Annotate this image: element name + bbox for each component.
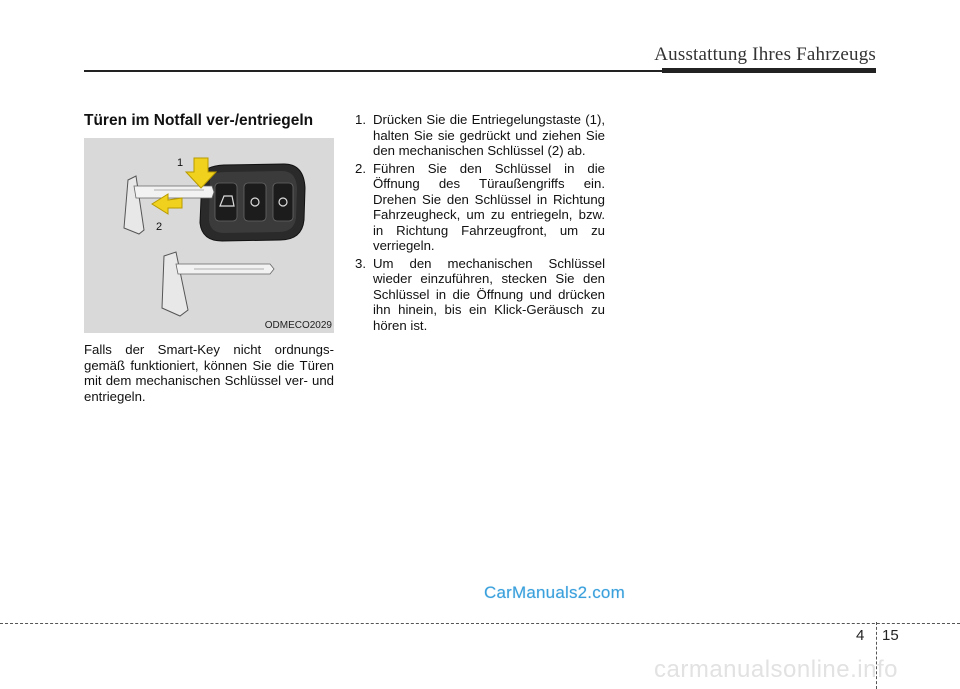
step-text: Drücken Sie die Entriegelungstaste (1), halten Sie sie gedrückt und ziehen Sie den mechanischen Schlüssel (2) ab. (373, 112, 605, 158)
header-rule-accent (662, 68, 876, 73)
step-number: 1. (355, 112, 366, 127)
step-text: Um den mechanischen Schlüssel wieder einzuführen, stecken Sie den Schlüssel in die Öffnung und drücken ihn hinein, bis ein Klick-Geräusch zu hören ist. (373, 255, 605, 333)
fob-button-unlock (244, 183, 266, 221)
site-watermark: carmanualsonline.info (654, 656, 898, 683)
figure-label-1: 1 (177, 157, 184, 169)
page-number: 15 (882, 627, 899, 644)
fob-button-lock (273, 183, 293, 221)
section-title: Türen im Notfall ver-/entriegeln (84, 112, 314, 129)
instruction-steps (355, 112, 605, 335)
step-number: 2. (355, 160, 366, 176)
figure-label-2: 2 (156, 221, 163, 233)
intro-paragraph: Falls der Smart-Key nicht ordnungs- gemäß funktioniert, können Sie die Türen mit dem mechanischen Schlüssel ver- und entriegeln. (84, 342, 334, 404)
step-text: Führen Sie den Schlüssel in die Öffnung des Türaußengriffs ein. Drehen Sie den Schlüssel in Richtung Fahrzeugheck, um zu entriegeln, bzw. in Richtung Fahrzeugfront, um zu verriegeln. (373, 160, 605, 253)
smart-key-figure (84, 138, 334, 333)
mechanical-key-lower (162, 252, 188, 316)
step-number: 3. (355, 255, 366, 271)
smart-key-illustration (84, 138, 334, 333)
carmanuals-watermark: CarManuals2.com (484, 583, 625, 602)
mechanical-key-upper (124, 176, 144, 234)
list-item (355, 161, 605, 254)
list-item (355, 256, 605, 334)
footer-rule (0, 623, 960, 624)
page-header-title: Ausstattung Ihres Fahrzeugs (654, 44, 876, 65)
list-item (355, 112, 605, 159)
figure-code: ODMECO2029 (264, 320, 332, 331)
chapter-number: 4 (856, 627, 865, 644)
